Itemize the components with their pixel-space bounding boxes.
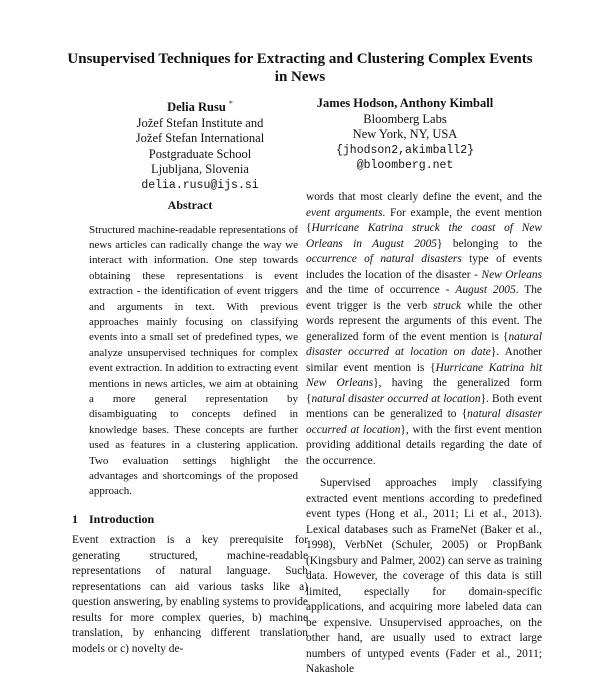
affiliation-line: Ljubljana, Slovenia	[151, 162, 249, 177]
author-footnote-mark: *	[228, 99, 233, 108]
right-column	[306, 190, 542, 678]
section-title: Introduction	[89, 511, 155, 526]
author-email: delia.rusu@ijs.si	[141, 178, 259, 192]
author-email-domain: @bloomberg.net	[356, 159, 454, 172]
affiliation-line: Bloomberg Labs	[363, 111, 447, 126]
intro-paragraph: Event extraction is a key prerequisite for generating structured, machine-readable representations of natural language. Such representations can aid various tasks like a) question answering, by enabling systems to provide results for more complex queries, b) machine translation, by enhancing different translation models or c) novelty de-	[72, 534, 308, 655]
affiliation-line: Jožef Stefan Institute and	[136, 115, 264, 130]
body-paragraph: Supervised approaches imply classifying extracted event mentions according to predefined event types (Hong et al., 2011; Li et al., 2013). Lexical databases such as FrameNet (Baker et al., 1998), VerbNet (Schuler, 2005) or PropBank (Kingsbury and Palmer, 2002) can serve as training data. However, the coverage of this data is still limited, especially for domain-specific applications, and acquiring more labeled data can be expensive. Unsupervised approaches, on the other hand, are usually used to extract large numbers of untyped events (Fader et al., 2011; Nakashole	[306, 477, 542, 675]
author-name: James Hodson, Anthony Kimball	[316, 96, 494, 110]
left-column	[72, 180, 308, 657]
section-number: 1	[72, 511, 78, 526]
affiliation-line: New York, NY, USA	[352, 127, 458, 141]
abstract-heading: Abstract	[167, 198, 213, 212]
author-block-2	[305, 96, 505, 174]
author-block-1	[100, 96, 300, 193]
author-name: Delia Rusu *	[167, 99, 233, 115]
abstract-body: Structured machine-readable representations of news articles can radically change the way we interact with information. One step towards obtaining these representations is event extraction - the identification of event triggers and arguments in text. With previous approaches mainly focusing on classifying events into a small set of predefined types, we analyze unsupervised techniques for complex event extraction. In addition to extracting event mentions in news articles, we aim at obtaining a more general representation by disambiguating to concepts defined in knowledge bases. These concepts are further used as features in a clustering application. Two evaluation settings highlight the advantages and shortcomings of the proposed approach.	[89, 223, 298, 498]
section-heading	[72, 512, 308, 528]
paper-title: Unsupervised Techniques for Extracting and Clustering Complex Events in News	[67, 51, 533, 85]
affiliation-line: Postgraduate School	[148, 146, 252, 161]
affiliation-line: Jožef Stefan International	[135, 131, 265, 146]
author-email: {jhodson2,akimball2}	[335, 143, 475, 157]
body-paragraph: words that most clearly define the event, and the event arguments. For example, the event mention {Hurricane Katrina struck the coast of New Orleans in August 2005} belonging to the occurrence of natural disasters type of events includes the location of the disaster - New Orleans and the time of occurrence - August 2005. The event trigger is the verb struck while the other words represent the arguments of this event. The generalized form of the event mention is {natural disaster occurred at location on date}. Another similar event mention is {Hurricane Katrina hit New Orleans}, having the generalized form {natural disaster occurred at location}. Both event mentions can be generalized to {natural disaster occurred at location}, with the first event mention providing additional details regarding the date of the occurrence.	[306, 191, 543, 467]
